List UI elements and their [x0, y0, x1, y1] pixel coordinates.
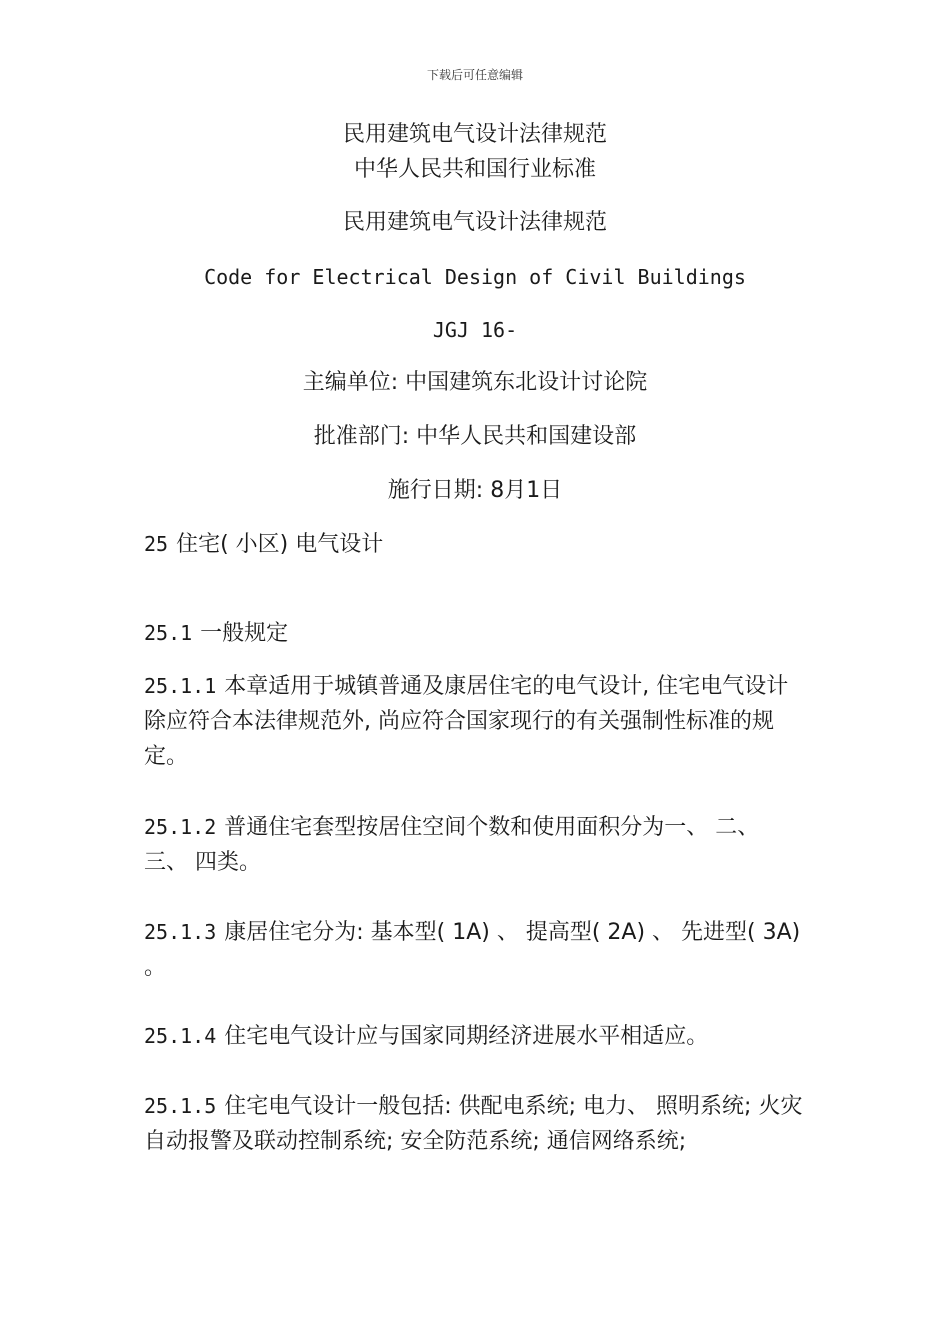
clause: [144, 810, 809, 880]
clause-number: 25.1.1: [144, 674, 217, 698]
clause-text: 普通住宅套型按居住空间个数和使用面积分为一、 二、 三、 四类。: [144, 815, 760, 875]
section-heading: [144, 616, 809, 651]
standard-number: JGJ 16-: [432, 318, 518, 342]
chapter-number: 25: [144, 532, 169, 556]
clause-number: 25.1.4: [144, 1024, 217, 1048]
english-title: Code for Electrical Design of Civil Buildings: [204, 265, 746, 289]
section-title: 一般规定: [200, 621, 289, 646]
editor-unit: 主编单位: 中国建筑东北设计讨论院: [302, 370, 648, 395]
approval-department: 批准部门: 中华人民共和国建设部: [313, 424, 637, 449]
chapter-heading: [144, 527, 809, 562]
clause-text: 住宅电气设计一般包括: 供配电系统; 电力、 照明系统; 火灾自动报警及联动控制系统; 安全防范系统; 通信网络系统;: [144, 1094, 803, 1154]
clause: [144, 915, 809, 985]
clause-text: 本章适用于城镇普通及康居住宅的电气设计, 住宅电气设计除应符合本法律规范外, 尚应符合国家现行的有关强制性标准的规定。: [144, 674, 789, 769]
effective-date: 施行日期: 8月1日: [387, 478, 563, 503]
standard-type: 中华人民共和国行业标准: [353, 157, 596, 182]
document-title: 民用建筑电气设计法律规范: [342, 122, 607, 147]
clause-text: 住宅电气设计应与国家同期经济进展水平相适应。: [224, 1024, 709, 1049]
clause-text: 康居住宅分为: 基本型( 1A) 、 提高型( 2A) 、 先进型( 3A) 。: [144, 920, 801, 980]
chapter-title: 住宅( 小区) 电气设计: [176, 532, 384, 557]
clause: [144, 1089, 809, 1159]
clause: [144, 1019, 809, 1054]
clause-number: 25.1.3: [144, 920, 217, 944]
clause-number: 25.1.2: [144, 815, 217, 839]
clause-number: 25.1.5: [144, 1094, 217, 1118]
section-number: 25.1: [144, 621, 193, 645]
header-note: 下载后可任意编辑: [426, 68, 523, 82]
document-title-repeat: 民用建筑电气设计法律规范: [342, 210, 607, 235]
clause: [144, 669, 809, 774]
